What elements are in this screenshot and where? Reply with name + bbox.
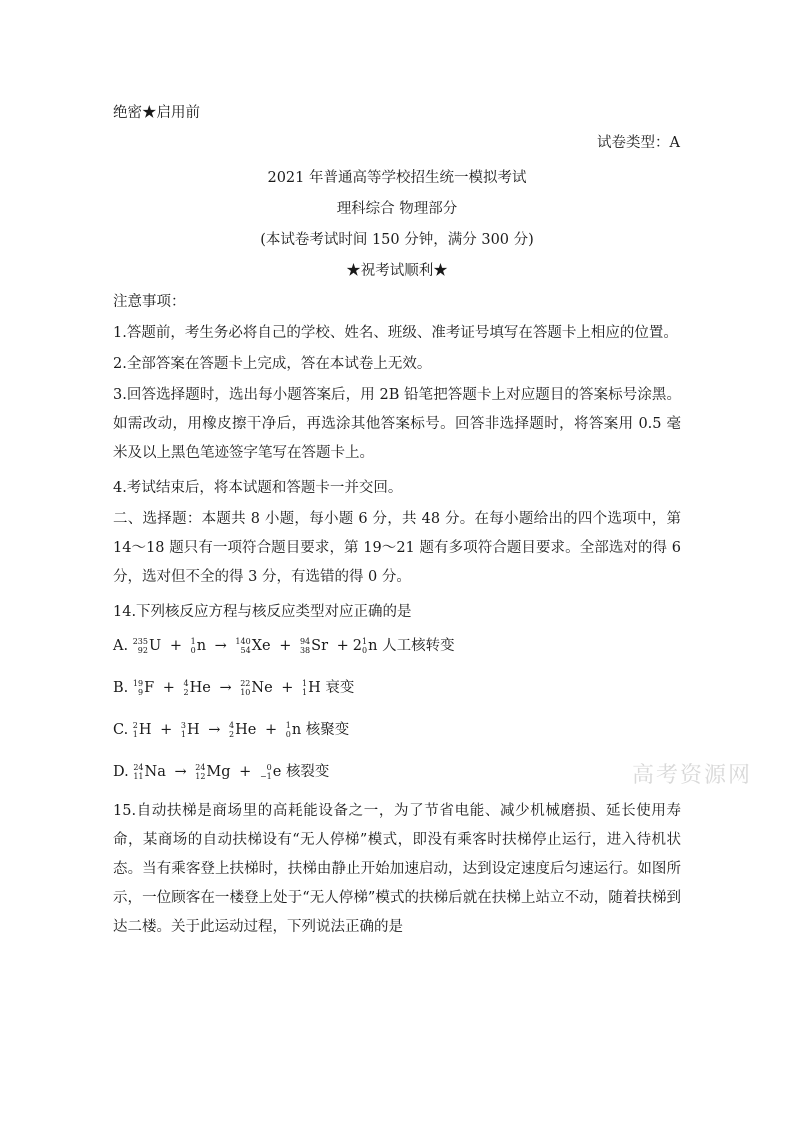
note-item: 3.回答选择题时，选出每小题答案后，用 2B 铅笔把答题卡上对应题目的答案标号涂黑。如需改动，用橡皮擦干净后，再选涂其他答案标号。回答非选择题时，将答案用 0.5 毫米及以上黑色笔迹签字笔写在答题卡上。: [113, 387, 681, 461]
reaction-type: 衰变: [325, 680, 355, 696]
watermark: 高考资源网: [632, 763, 753, 788]
option-label: B.: [113, 680, 129, 696]
option-a: A. 235 92 U + 1 0 n → 140 54 Xe + 94 38 Sr + 2 1 0 n 人工核转变: [113, 637, 455, 655]
nuclide-he4: 4 2 He: [229, 721, 257, 739]
option-label: C.: [113, 722, 129, 738]
nuclide-he4: 4 2 He: [183, 679, 211, 697]
note-item: 4.考试结束后，将本试题和答题卡一并交回。: [113, 480, 403, 496]
option-d: D. 24 11 Na → 24 12 Mg + 0 −1 e 核裂变: [113, 763, 330, 781]
notes-heading: 注意事项：: [113, 294, 186, 310]
paper-type: 试卷类型：A: [597, 135, 680, 151]
nuclide-electron: 0 −1 e: [259, 763, 282, 781]
option-label: D.: [113, 764, 129, 780]
nuclide-sr94: 94 38 Sr: [299, 637, 329, 655]
option-b: B. 19 9 F + 4 2 He → 22 10 Ne + 1 1 H 衰变: [113, 679, 355, 697]
reaction-type: 核聚变: [305, 722, 350, 738]
reaction-type: 核裂变: [285, 764, 330, 780]
nuclide-h3: 3 1 H: [180, 721, 200, 739]
nuclide-neutron: 1 0 n: [190, 637, 207, 655]
exam-time: (本试卷考试时间 150 分钟，满分 300 分): [260, 232, 534, 248]
nuclide-xe140: 140 54 Xe: [235, 637, 271, 655]
question-15-stem: 15.自动扶梯是商场里的高耗能设备之一，为了节省电能、减少机械磨损、延长使用寿命，某商场的自动扶梯设有“无人停梯”模式，即没有乘客时扶梯停止运行，进入待机状态。当有乘客登上扶梯时，扶梯由静止开始加速启动，达到设定速度后匀速运行。如图所示，一位顾客在一楼登上处于“无人停梯”模式的扶梯后就在扶梯上站立不动，随着扶梯到达二楼。关于此运动过程，下列说法正确的是: [113, 803, 681, 935]
option-label: A.: [113, 638, 129, 654]
nuclide-mg24: 24 12 Mg: [195, 763, 231, 781]
nuclide-ne22: 22 10 Ne: [240, 679, 273, 697]
reaction-type: 人工核转变: [382, 638, 455, 654]
question-14-stem: 14.下列核反应方程与核反应类型对应正确的是: [113, 604, 412, 620]
note-item: 1.答题前，考生务必将自己的学校、姓名、班级、准考证号填写在答题卡上相应的位置。: [113, 325, 678, 341]
nuclide-h1: 1 1 H: [302, 679, 321, 697]
nuclide-neutron: 1 0 n: [285, 721, 302, 739]
nuclide-neutron: 1 0 n: [362, 637, 378, 655]
nuclide-u235: 235 92 U: [132, 637, 162, 655]
exam-subject: 理科综合 物理部分: [336, 201, 458, 217]
secret-label: 绝密★启用前: [113, 105, 200, 121]
option-c: C. 2 1 H + 3 1 H → 4 2 He + 1 0 n 核聚变: [113, 721, 350, 739]
nuclide-h2: 2 1 H: [132, 721, 152, 739]
section-intro: 二、选择题：本题共 8 小题，每小题 6 分，共 48 分。在每小题给出的四个选项中，第 14～18 题只有一项符合题目要求，第 19～21 题有多项符合题目要求。全部选对的得 6 分，选对但不全的得 3 分，有选错的得 0 分。: [113, 511, 681, 585]
nuclide-f19: 19 9 F: [132, 679, 155, 697]
nuclide-na24: 24 11 Na: [133, 763, 166, 781]
exam-wish: ★祝考试顺利★: [346, 263, 448, 279]
note-item: 2.全部答案在答题卡上完成，答在本试卷上无效。: [113, 356, 432, 372]
exam-title: 2021 年普通高等学校招生统一模拟考试: [267, 170, 527, 186]
